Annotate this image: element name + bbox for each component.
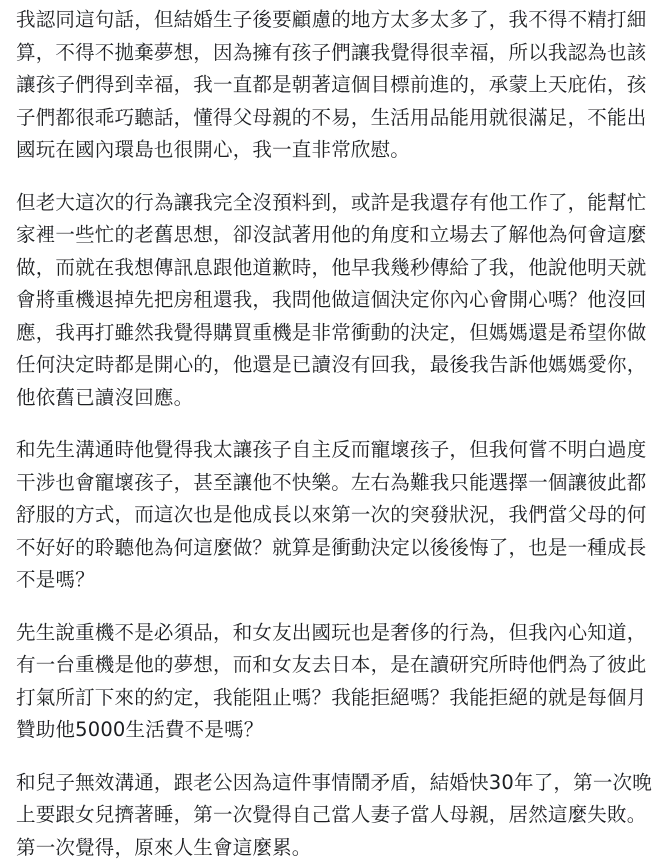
paragraph-3: 和先生溝通時他覺得我太讓孩子自主反而寵壞孩子，但我何嘗不明白過度干涉也會寵壞孩子，甚至讓他不快樂。左右為難我只能選擇一個讓彼此都舒服的方式，而這次也是他成長以來第一次的突發狀況，我們當父母的何不好好的聆聽他為何這麼做？就算是衝動決定以後後悔了，也是一種成長不是嗎？: [16, 434, 656, 597]
paragraph-1: 我認同這句話，但結婚生子後要顧慮的地方太多太多了，我不得不精打細算，不得不拋棄夢想，因為擁有孩子們讓我覺得很幸福，所以我認為也該讓孩子們得到幸福，我一直都是朝著這個目標前進的，承蒙上天庇佑，孩子們都很乖巧聽話，懂得父母親的不易，生活用品能用就很滿足，不能出國玩在國內環島也很開心，我一直非常欣慰。: [16, 4, 656, 167]
paragraph-2: 但老大這次的行為讓我完全沒預料到，或許是我還存有他工作了，能幫忙家裡一些忙的老舊思想，卻沒試著用他的角度和立場去了解他為何會這麼做，而就在我想傳訊息跟他道歉時，他早我幾秒傳給了我，他說他明天就會將重機退掉先把房租還我，我問他做這個決定你內心會開心嗎？他沒回應，我再打雖然我覺得購買重機是非常衝動的決定，但媽媽還是希望你做任何決定時都是開心的，他還是已讀沒有回我，最後我告訴他媽媽愛你，他依舊已讀沒回應。: [16, 187, 656, 415]
paragraph-5: 和兒子無效溝通，跟老公因為這件事情鬧矛盾，結婚快30年了，第一次晚上要跟女兒擠著睡，第一次覺得自己當人妻子當人母親，居然這麼失敗。第一次覺得，原來人生會這麼累。: [16, 767, 656, 864]
paragraph-4: 先生說重機不是必須品，和女友出國玩也是奢侈的行為，但我內心知道，有一台重機是他的夢想，而和女友去日本，是在讀研究所時他們為了彼此打氣所訂下來的約定，我能阻止嗎？我能拒絕嗎？我能拒絕的就是每個月贊助他5000生活費不是嗎？: [16, 617, 656, 747]
